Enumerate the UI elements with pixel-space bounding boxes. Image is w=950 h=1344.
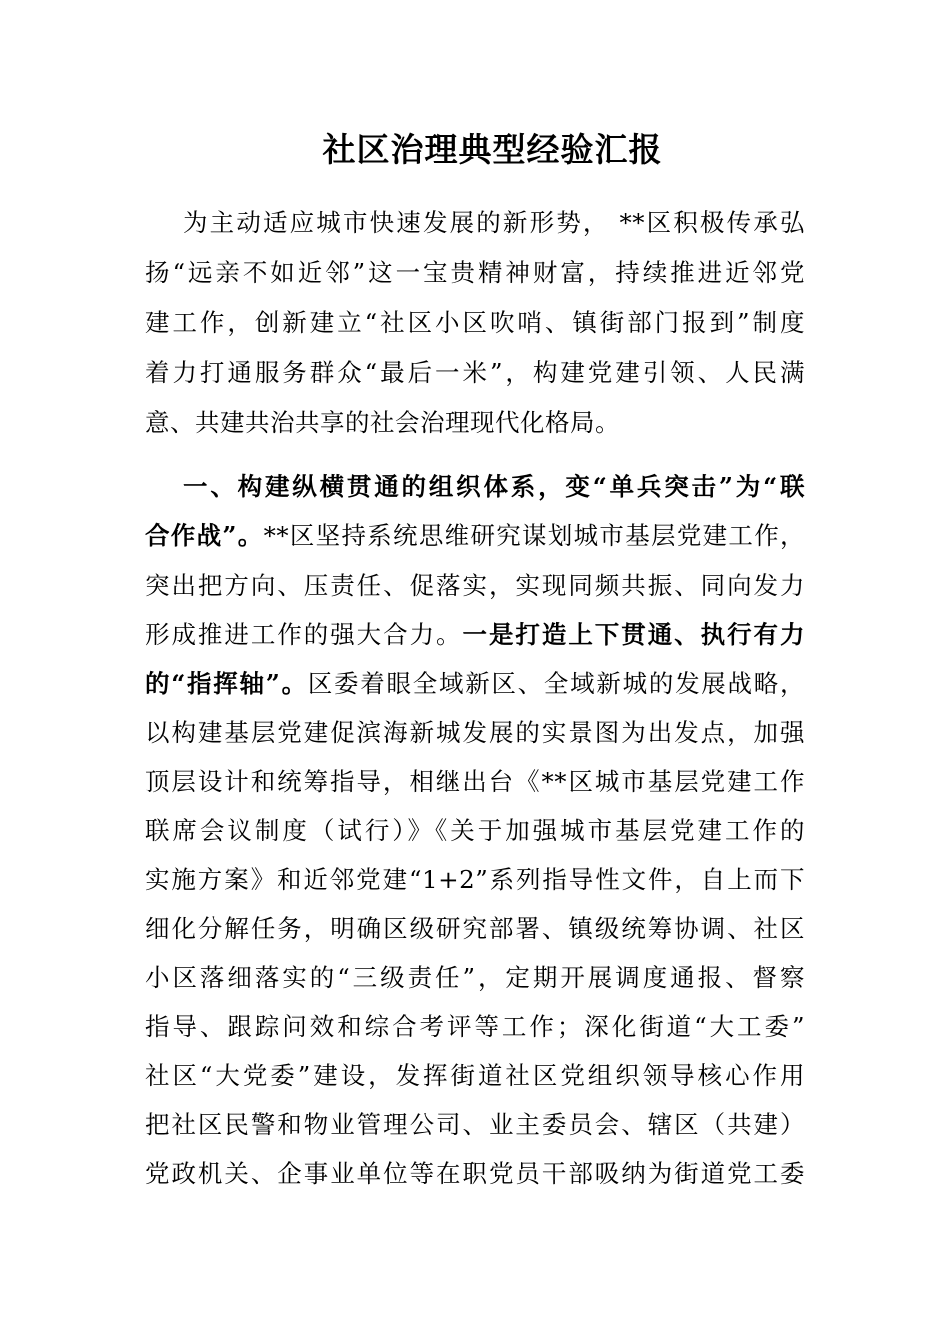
subheading-text: 的“指挥轴”。 xyxy=(145,669,308,698)
section-line: 细化分解任务，明确区级研究部署、镇级统筹协调、社区 xyxy=(145,914,805,943)
section-line: 小区落细落实的“三级责任”，定期开展调度通报、督察 xyxy=(145,963,805,992)
section-line: 党政机关、企事业单位等在职党员干部吸纳为街道党工委 xyxy=(145,1159,805,1188)
body-text: 形成推进工作的强大合力。 xyxy=(145,620,463,649)
document-title: 社区治理典型经验汇报 xyxy=(322,130,663,169)
section-heading-line xyxy=(183,462,805,512)
paragraph-line: 建工作，创新建立“社区小区吹哨、镇街部门报到”制度 xyxy=(145,308,805,337)
section-line: 突出把方向、压责任、促落实，实现同频共振、同向发力 xyxy=(145,571,805,600)
section-line: 社区“大党委”建设，发挥街道社区党组织领导核心作用 xyxy=(145,1061,805,1090)
subheading-text: 一是打造上下贯通、执行有力 xyxy=(462,620,805,649)
paragraph-line: 意、共建共治共享的社会治理现代化格局。 xyxy=(145,408,620,437)
section-line: 以构建基层党建促滨海新城发展的实景图为出发点，加强 xyxy=(145,718,805,747)
body-text: 区委着眼全域新区、全域新城的发展战略， xyxy=(307,669,805,698)
section-line xyxy=(145,511,805,561)
section-line: 联席会议制度（试行）》《关于加强城市基层党建工作的 xyxy=(145,816,805,845)
body-text: **区坚持系统思维研究谋划城市基层党建工作， xyxy=(263,521,806,550)
section-heading-text: 合作战”。 xyxy=(145,521,264,550)
section-line: 顶层设计和统筹指导，相继出台《**区城市基层党建工作 xyxy=(145,767,805,796)
section-line xyxy=(145,659,805,709)
section-heading-text: 一、构建纵横贯通的组织体系，变“单兵突击”为“联 xyxy=(183,472,805,501)
section-line xyxy=(145,610,805,660)
paragraph-line: 为主动适应城市快速发展的新形势， **区积极传承弘 xyxy=(183,208,805,237)
paragraph-line: 扬“远亲不如近邻”这一宝贵精神财富，持续推进近邻党 xyxy=(145,258,805,287)
section-line: 把社区民警和物业管理公司、业主委员会、辖区（共建） xyxy=(145,1110,805,1139)
section-line: 指导、跟踪问效和综合考评等工作；深化街道“大工委” xyxy=(145,1012,805,1041)
paragraph-line: 着力打通服务群众“最后一米”，构建党建引领、人民满 xyxy=(145,358,805,387)
section-line: 实施方案》和近邻党建“1+2”系列指导性文件，自上而下 xyxy=(145,865,805,894)
